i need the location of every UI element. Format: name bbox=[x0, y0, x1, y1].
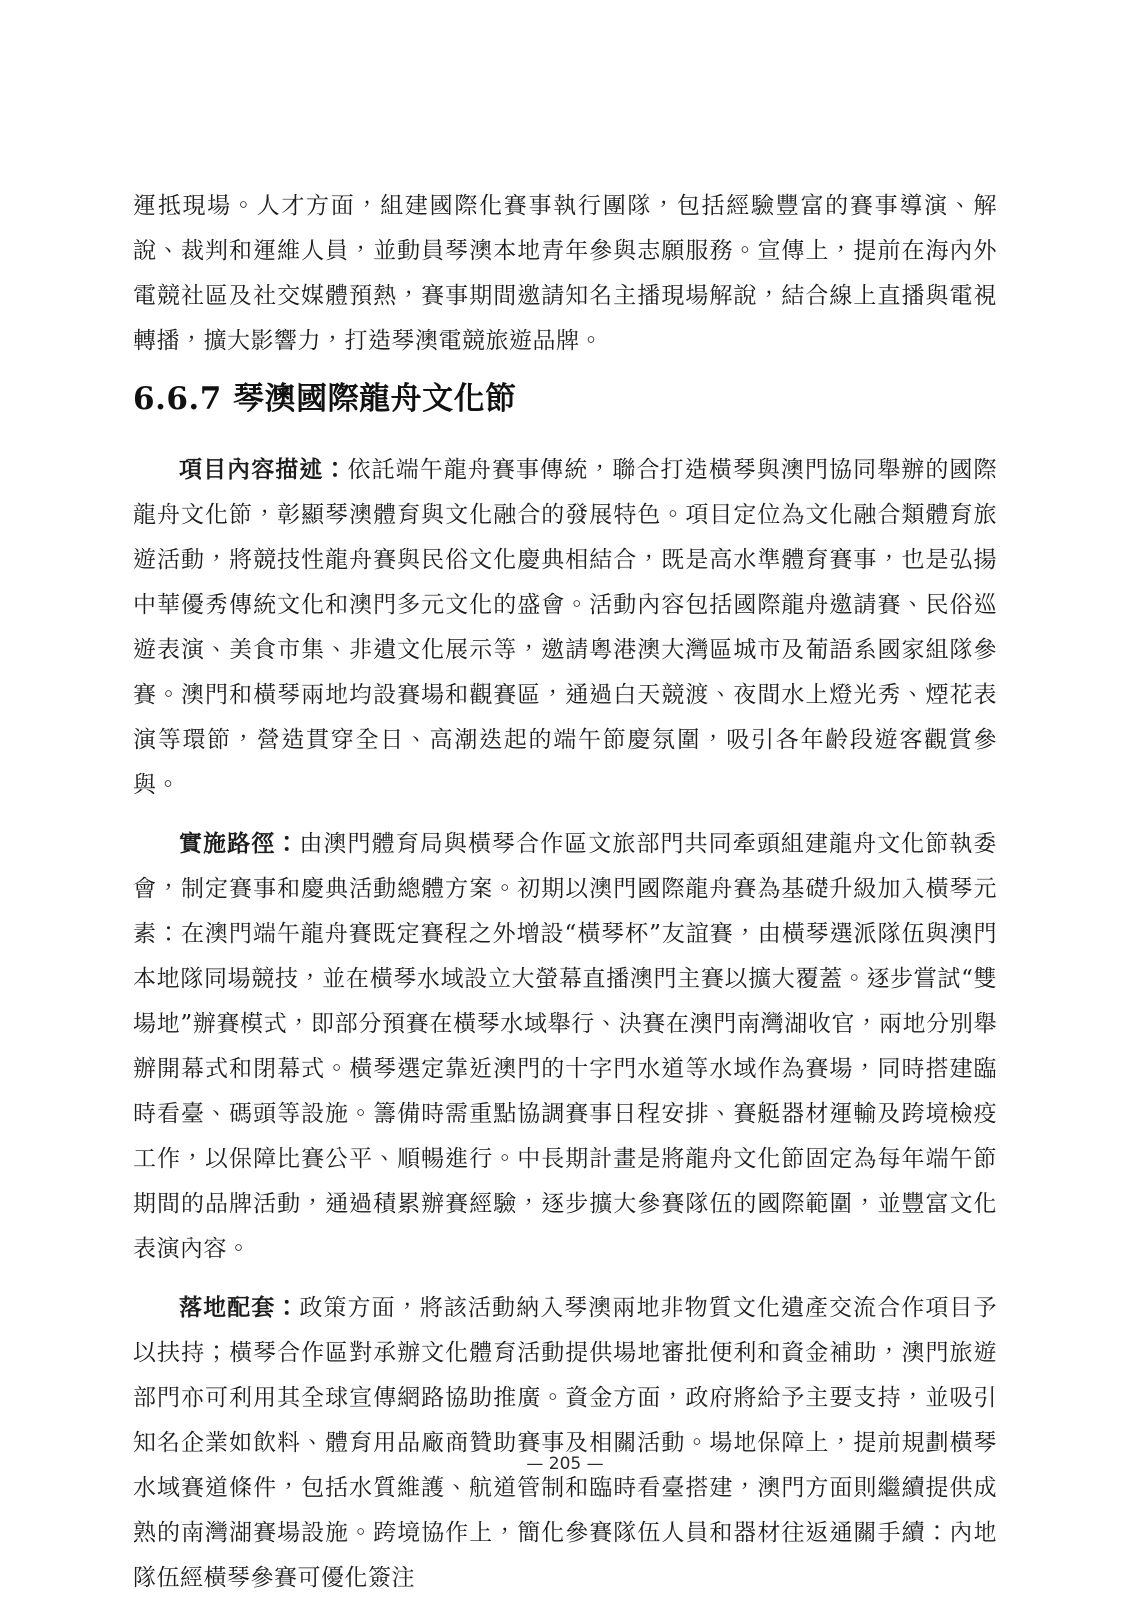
section-body-text: 依託端午龍舟賽事傳統，聯合打造橫琴與澳門協同舉辦的國際龍舟文化節，彰顯琴澳體育與文化融合的發展特色。項目定位為文化融合類體育旅遊活動，將競技性龍舟賽與民俗文化慶典相結合，既是高水準體育賽事，也是弘揚中華優秀傳統文化和澳門多元文化的盛會。活動內容包括國際龍舟邀請賽、民俗巡遊表演、美食市集、非遺文化展示等，邀請粵港澳大灣區城市及葡語系國家組隊參賽。澳門和橫琴兩地均設賽場和觀賽區，通過白天競渡、夜間水上燈光秀、煙花表演等環節，營造貫穿全日、高潮迭起的端午節慶氛圍，吸引各年齡段遊客觀賞參與。 bbox=[133, 457, 998, 798]
section-label: 落地配套： bbox=[179, 1294, 300, 1321]
page-content bbox=[133, 184, 997, 1600]
page-number: — 205 — bbox=[526, 1454, 604, 1474]
section-paragraph-project-description bbox=[133, 447, 997, 808]
section-body-text: 由澳門體育局與橫琴合作區文旅部門共同牽頭組建龍舟文化節執委會，制定賽事和慶典活動總體方案。初期以澳門國際龍舟賽為基礎升級加入橫琴元素：在澳門端午龍舟賽既定賽程之外增設“橫琴杯”友誼賽，由橫琴選派隊伍與澳門本地隊同場競技，並在橫琴水域設立大螢幕直播澳門主賽以擴大覆蓋。逐步嘗試“雙場地”辦賽模式，即部分預賽在橫琴水域舉行、決賽在澳門南灣湖收官，兩地分別舉辦開幕式和閉幕式。橫琴選定靠近澳門的十字門水道等水域作為賽場，同時搭建臨時看臺、碼頭等設施。籌備時需重點協調賽事日程安排、賽艇器材運輸及跨境檢疫工作，以保障比賽公平、順暢進行。中長期計畫是將龍舟文化節固定為每年端午節期間的品牌活動，通過積累辦賽經驗，逐步擴大參賽隊伍的國際範圍，並豐富文化表演內容。 bbox=[133, 831, 998, 1262]
intro-paragraph: 運抵現場。人才方面，組建國際化賽事執行團隊，包括經驗豐富的賽事導演、解說、裁判和運維人員，並動員琴澳本地青年參與志願服務。宣傳上，提前在海內外電競社區及社交媒體預熱，賽事期間邀請知名主播現場解說，結合線上直播與電視轉播，擴大影響力，打造琴澳電競旅遊品牌。 bbox=[133, 193, 997, 354]
section-label: 實施路徑： bbox=[179, 830, 300, 857]
section-body-text: 政策方面，將該活動納入琴澳兩地非物質文化遺產交流合作項目予以扶持；橫琴合作區對承辦文化體育活動提供場地審批便利和資金補助，澳門旅遊部門亦可利用其全球宣傳網路協助推廣。資金方面，政府將給予主要支持，並吸引知名企業如飲料、體育用品廠商贊助賽事及相關活動。場地保障上，提前規劃橫琴水域賽道條件，包括水質維護、航道管制和臨時看臺搭建，澳門方面則繼續提供成熟的南灣湖賽場設施。跨境協作上，簡化參賽隊伍人員和器材往返通關手續：內地隊伍經橫琴參賽可優化簽注 bbox=[133, 1295, 998, 1591]
section-paragraph-implementation-path bbox=[133, 821, 997, 1272]
section-paragraph-landing-support bbox=[133, 1285, 997, 1600]
section-label: 項目內容描述： bbox=[179, 456, 348, 483]
section-heading: 6.6.7 琴澳國際龍舟文化節 bbox=[133, 381, 517, 417]
